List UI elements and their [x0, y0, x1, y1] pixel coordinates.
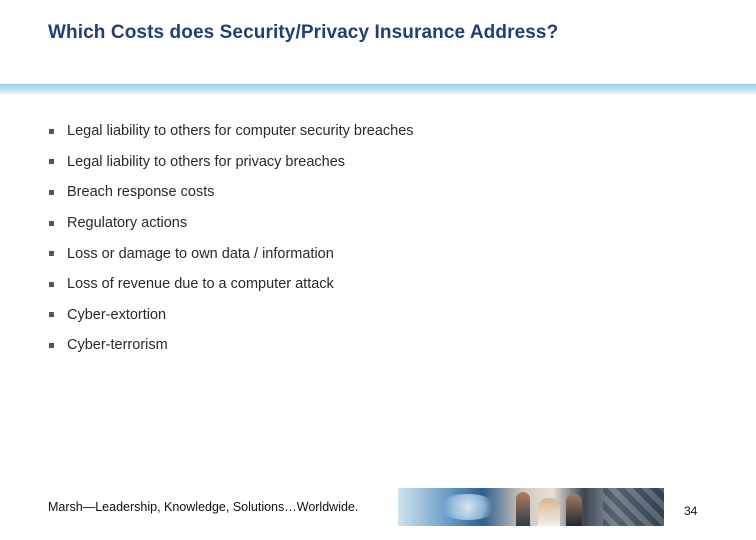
list-item: [48, 330, 414, 361]
bullet-text: Regulatory actions: [67, 215, 188, 232]
list-item: [48, 269, 414, 300]
slide-title: Which Costs does Security/Privacy Insurance Address?: [48, 22, 559, 43]
bullet-list: [48, 116, 414, 361]
person-silhouette: [538, 498, 560, 526]
bullet-text: Loss of revenue due to a computer attack: [67, 276, 334, 293]
person-silhouette: [566, 494, 582, 526]
bullet-square-icon: [49, 190, 54, 195]
bullet-text: Legal liability to others for computer security breaches: [67, 123, 414, 140]
bullet-square-icon: [49, 312, 54, 317]
bullet-text: Cyber-extortion: [67, 306, 167, 323]
bullet-square-icon: [49, 221, 54, 226]
bullet-text: Loss or damage to own data / information: [67, 245, 334, 262]
bullet-square-icon: [49, 159, 54, 164]
list-item: [48, 300, 414, 331]
list-item: [48, 238, 414, 269]
list-item: [48, 208, 414, 239]
bullet-square-icon: [49, 343, 54, 348]
list-item: [48, 177, 414, 208]
footer-tagline: Marsh—Leadership, Knowledge, Solutions…Worldwide.: [48, 500, 359, 514]
page-number: 34: [684, 504, 698, 518]
title-divider: [0, 84, 756, 94]
list-item: [48, 147, 414, 178]
bullet-text: Breach response costs: [67, 184, 215, 201]
puzzle-graphic: [603, 488, 664, 526]
bullet-text: Cyber-terrorism: [67, 337, 168, 354]
person-silhouette: [516, 492, 530, 526]
bullet-square-icon: [49, 251, 54, 256]
list-item: [48, 116, 414, 147]
bullet-square-icon: [49, 282, 54, 287]
footer-photo-strip: [398, 488, 664, 526]
bullet-text: Legal liability to others for privacy breaches: [67, 153, 346, 170]
bullet-square-icon: [49, 129, 54, 134]
globe-graphic: [438, 494, 498, 520]
